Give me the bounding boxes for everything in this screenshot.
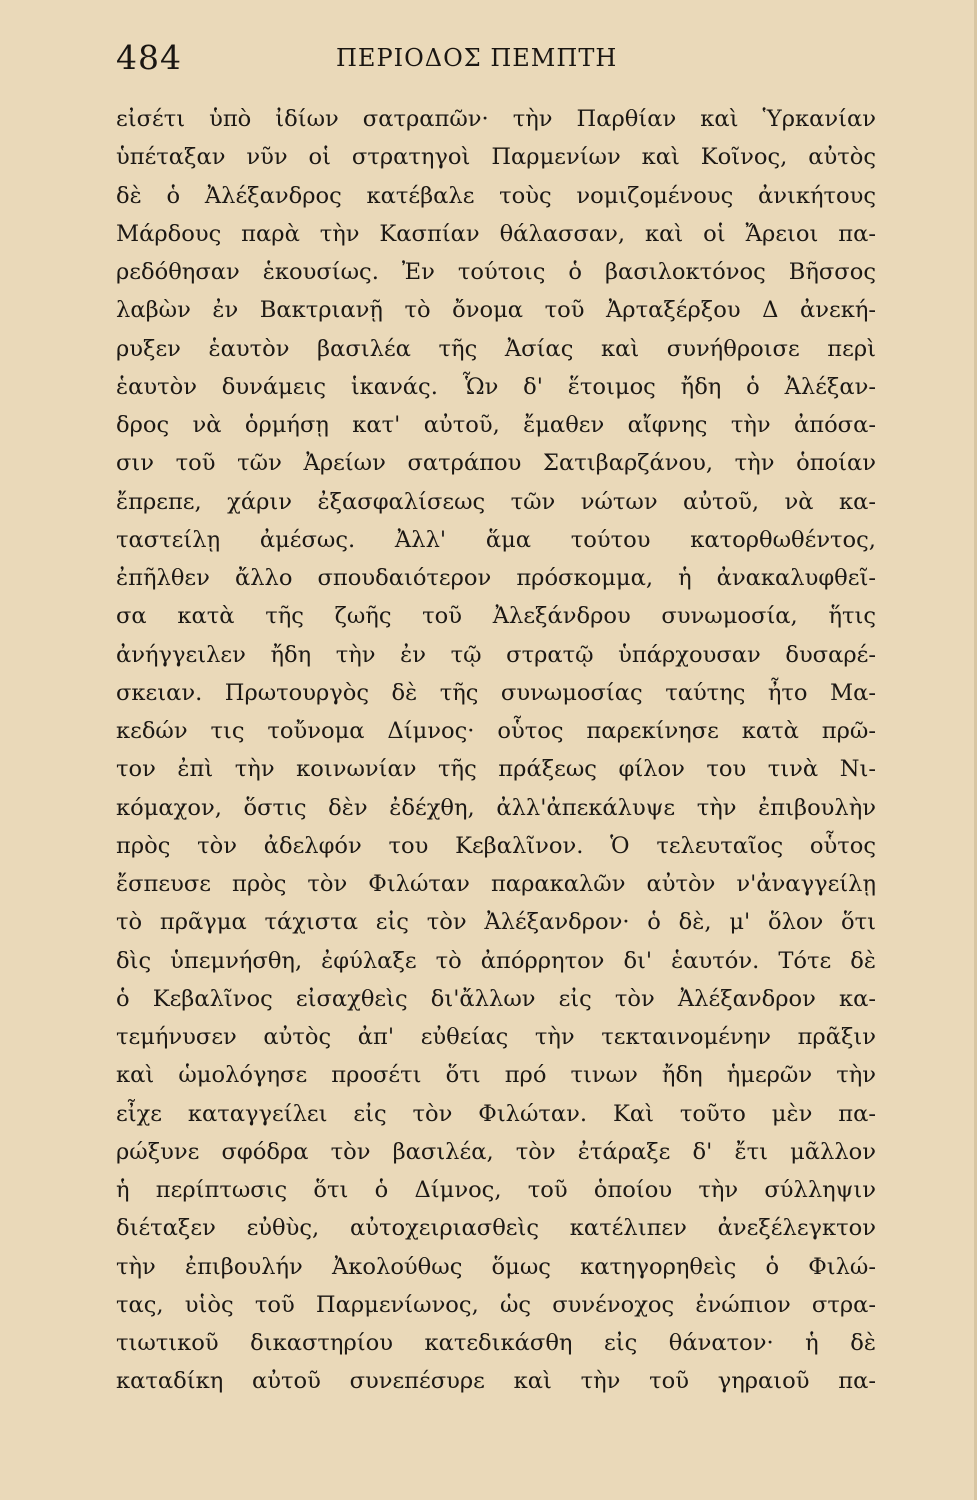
text-line: τον ἐπὶ τὴν κοινωνίαν τῆς πράξεως φίλον του τινὰ Νι- [116,756,876,783]
text-line: δρος νὰ ὁρμήσῃ κατ' αὐτοῦ, ἔμαθεν αἴφνης τὴν ἀπόσα- [116,412,876,438]
text-line: Μάρδους παρὰ τὴν Κασπίαν θάλασσαν, καὶ οἱ Ἄρειοι πα- [116,220,876,247]
text-line: τὴν ἐπιβουλήν Ἀκολούθως ὅμως κατηγορηθεὶς ὁ Φιλώ- [116,1253,876,1280]
text-line: ἔπρεπε, χάριν ἐξασφαλίσεως τῶν νώτων αὐτοῦ, νὰ κα- [116,488,876,515]
page-header [116,38,876,90]
page-number: 484 [116,38,182,77]
running-head: ΠΕΡΙΟΔΟΣ ΠΕΜΠΤΗ [336,44,618,72]
text-line: ρώξυνε σφόδρα τὸν βασιλέα, τὸν ἐτάραξε δ' ἔτι μᾶλλον [116,1138,876,1165]
text-line: καταδίκη αὐτοῦ συνεπέσυρε καὶ τὴν τοῦ γηραιοῦ πα- [116,1368,876,1395]
text-line: δὶς ὑπεμνήσθη, ἐφύλαξε τὸ ἀπόρρητον δι' ἑαυτόν. Τότε δὲ [116,947,876,974]
text-line: ὑπέταξαν νῦν οἱ στρατηγοὶ Παρμενίων καὶ Κοῖνος, αὐτὸς [116,144,876,171]
text-line: κόμαχον, ὅστις δὲν ἐδέχθη, ἀλλ'ἀπεκάλυψε τὴν ἐπιβουλὴν [116,794,876,821]
text-line: σιν τοῦ τῶν Ἀρείων σατράπου Σατιβαρζάνου, τὴν ὁποίαν [116,450,876,477]
text-line: ρυξεν ἑαυτὸν βασιλέα τῆς Ἀσίας καὶ συνήθροισε περὶ [116,335,876,362]
text-line: ὁ Κεβαλῖνος εἰσαχθεὶς δι'ἄλλων εἰς τὸν Ἀλέξανδρον κα- [116,985,876,1012]
text-line: ἐπῆλθεν ἄλλο σπουδαιότερον πρόσκομμα, ἡ ἀνακαλυφθεῖ- [116,565,876,591]
text-line: ρεδόθησαν ἑκουσίως. Ἐν τούτοις ὁ βασιλοκτόνος Βῆσσος [116,259,876,285]
text-line: σα κατὰ τῆς ζωῆς τοῦ Ἀλεξάνδρου συνωμοσία, ἥτις [116,603,876,630]
text-line: ταστείλῃ ἀμέσως. Ἀλλ' ἅμα τούτου κατορθωθέντος, [116,526,876,553]
text-line: σκειαν. Πρωτουργὸς δὲ τῆς συνωμοσίας ταύτης ἦτο Μα- [116,679,876,706]
body-text [116,100,876,1401]
text-line: τιωτικοῦ δικαστηρίου κατεδικάσθη εἰς θάνατον· ἡ δὲ [116,1330,876,1356]
text-line: καὶ ὡμολόγησε προσέτι ὅτι πρό τινων ἤδη ἡμερῶν τὴν [116,1062,876,1089]
text-line: εἶχε καταγγείλει εἰς τὸν Φιλώταν. Καὶ τοῦτο μὲν πα- [116,1100,876,1127]
text-line: δὲ ὁ Ἀλέξανδρος κατέβαλε τοὺς νομιζομένους ἀνικήτους [116,182,876,209]
text-line: τὸ πρᾶγμα τάχιστα εἰς τὸν Ἀλέξανδρον· ὁ δὲ, μ' ὅλον ὅτι [116,909,876,936]
text-line: κεδών τις τοὔνομα Δίμνος· οὗτος παρεκίνησε κατὰ πρῶ- [116,718,876,744]
text-line: ἡ περίπτωσις ὅτι ὁ Δίμνος, τοῦ ὁποίου τὴν σύλληψιν [116,1177,876,1203]
text-line: τας, υἱὸς τοῦ Παρμενίωνος, ὡς συνένοχος ἐνώπιον στρα- [116,1291,876,1318]
text-line: πρὸς τὸν ἀδελφόν του Κεβαλῖνον. Ὁ τελευταῖος οὗτος [116,832,876,859]
text-line: λαβὼν ἐν Βακτριανῇ τὸ ὄνομα τοῦ Ἀρταξέρξου Δ ἀνεκή- [116,297,876,324]
text-line: τεμήνυσεν αὐτὸς ἀπ' εὐθείας τὴν τεκταινομένην πρᾶξιν [116,1024,876,1050]
text-line: ἀνήγγειλεν ἤδη τὴν ἐν τῷ στρατῷ ὑπάρχουσαν δυσαρέ- [116,641,876,668]
text-line: ἑαυτὸν δυνάμεις ἱκανάς. Ὧν δ' ἕτοιμος ἤδη ὁ Ἀλέξαν- [116,373,876,400]
text-line: διέταξεν εὐθὺς, αὐτοχειριασθεὶς κατέλιπεν ἀνεξέλεγκτον [116,1215,876,1242]
text-line: εἰσέτι ὑπὸ ἰδίων σατραπῶν· τὴν Παρθίαν καὶ Ὑρκανίαν [116,106,876,132]
text-line: ἔσπευσε πρὸς τὸν Φιλώταν παρακαλῶν αὐτὸν ν'ἀναγγείλῃ [116,871,876,897]
